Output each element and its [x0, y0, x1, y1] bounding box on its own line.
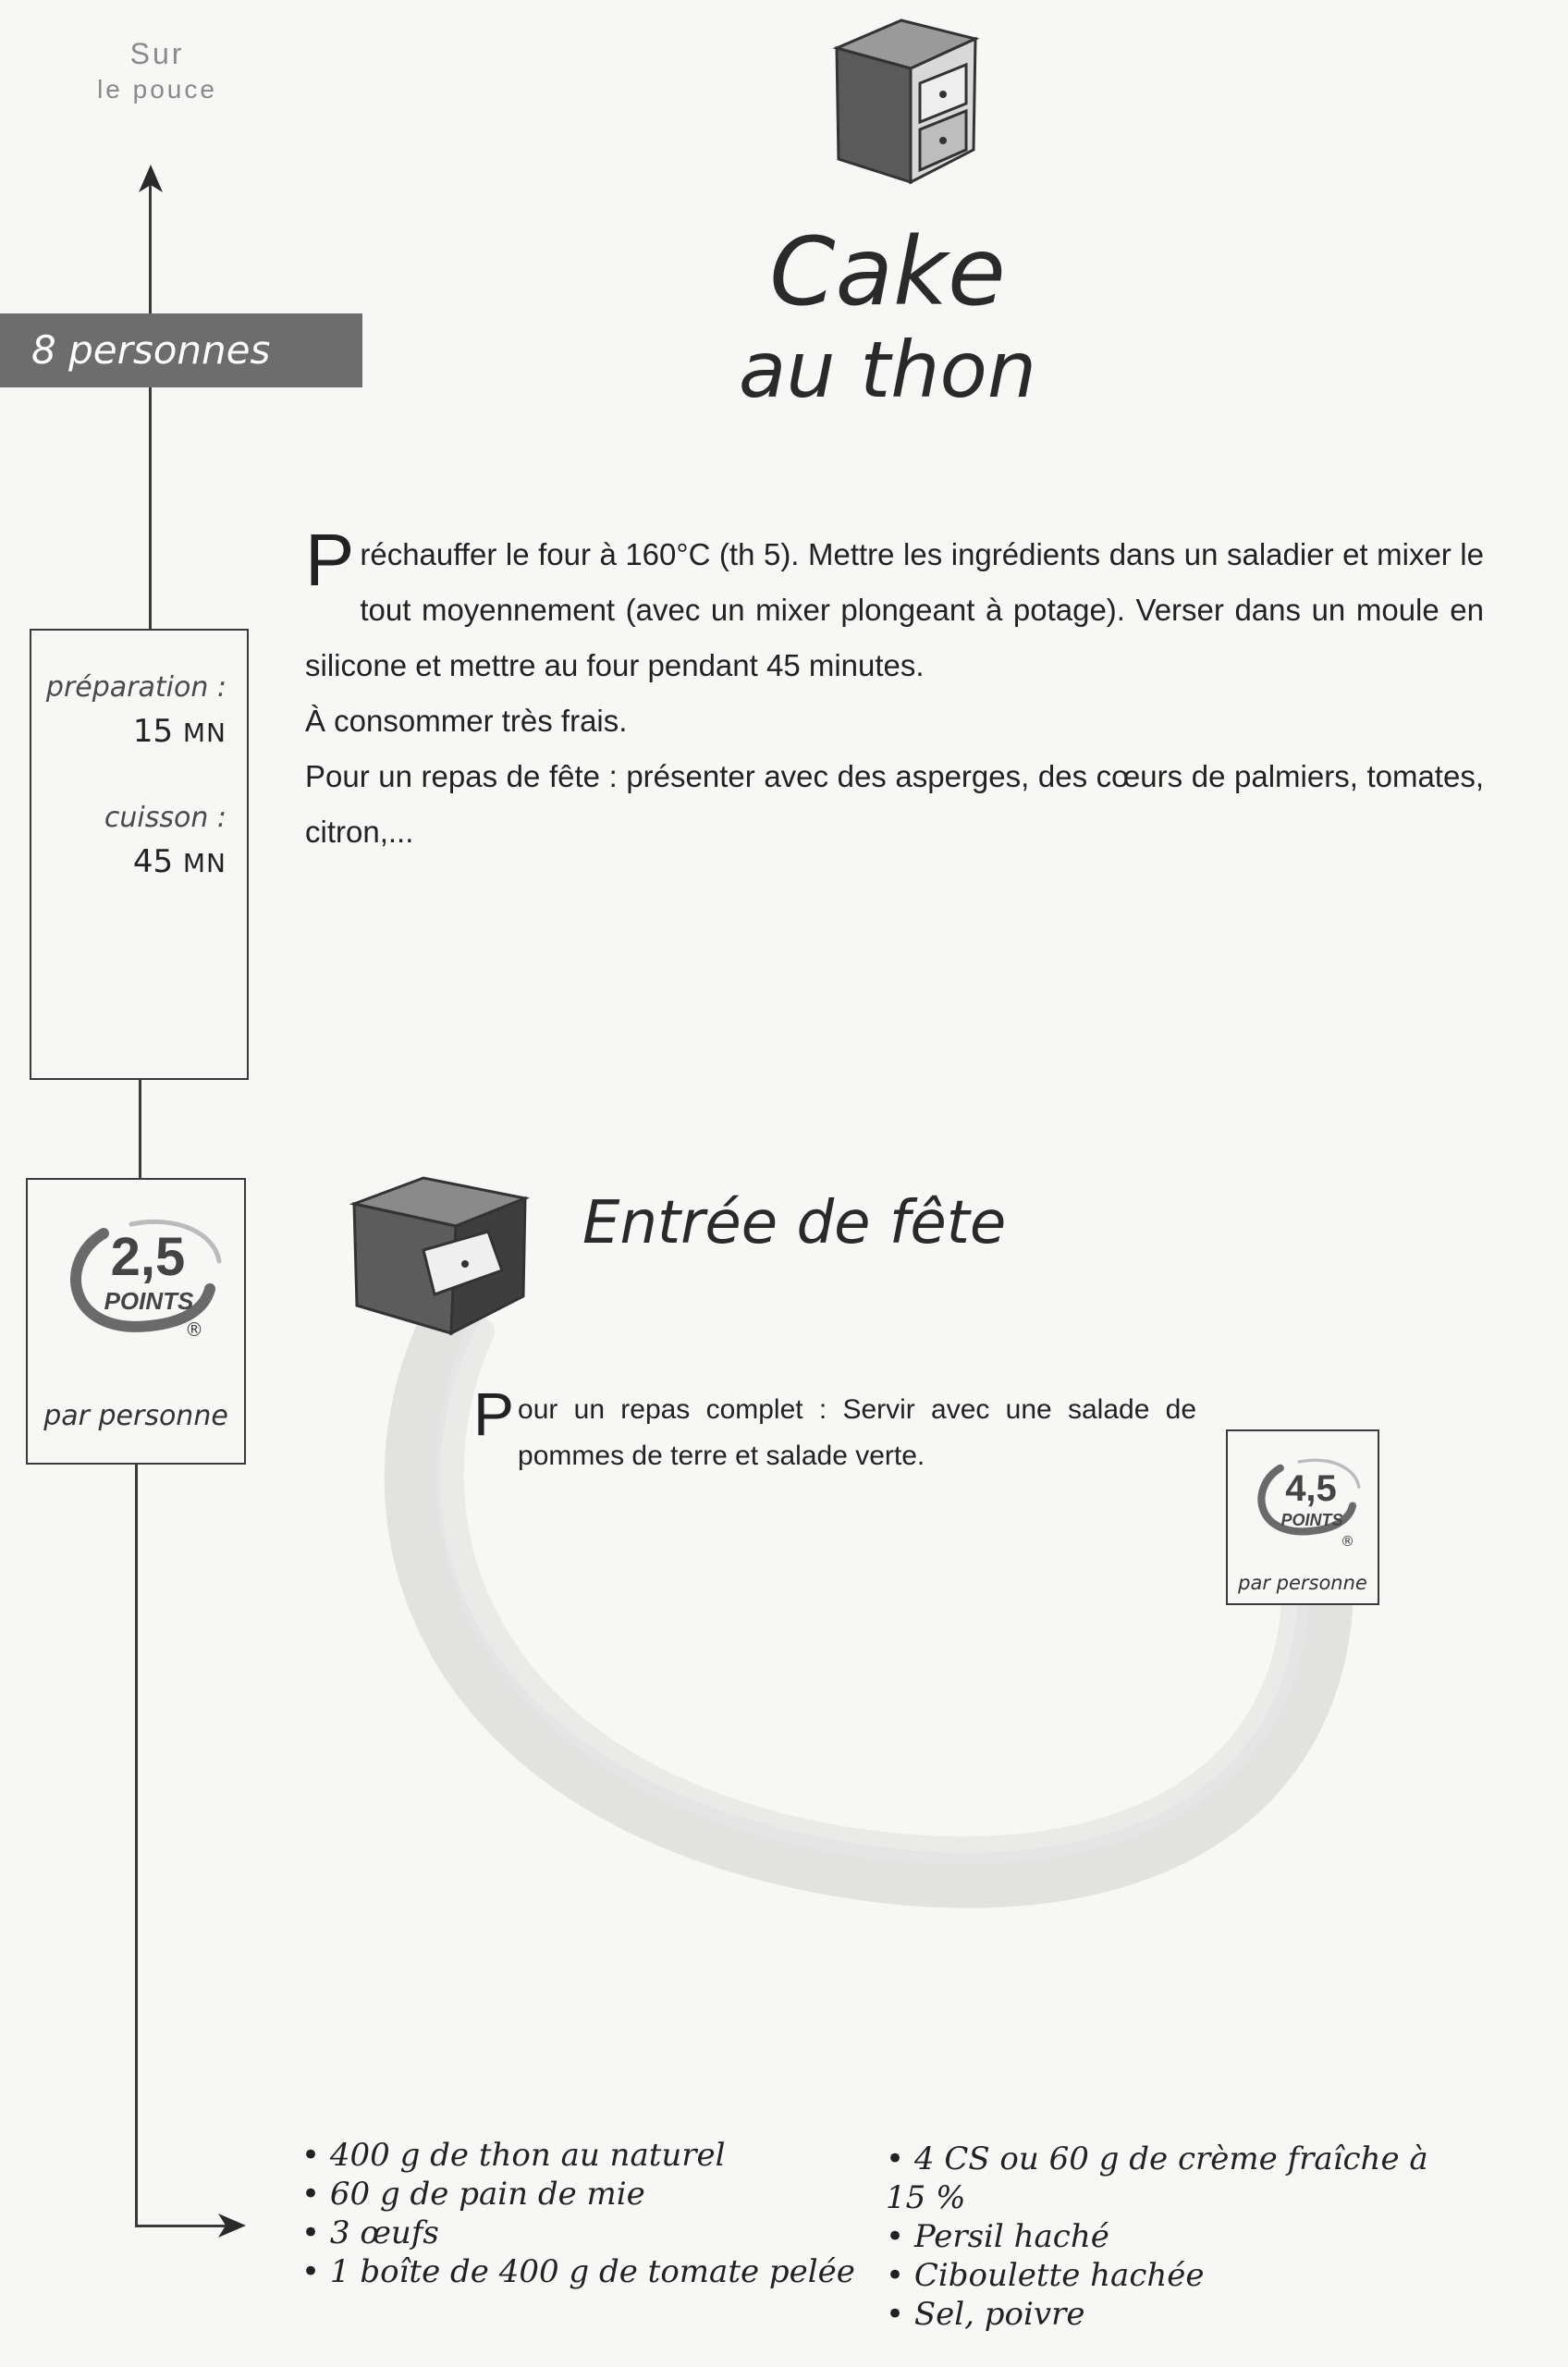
dropcap: P	[305, 519, 355, 601]
recipe2-instructions	[473, 1380, 1196, 1479]
registered-mark: ®	[185, 1318, 203, 1341]
cook-value: 45	[132, 843, 174, 880]
points2-label: POINTS	[1280, 1511, 1343, 1529]
prep-time	[31, 713, 247, 750]
recipe2-title: Entrée de fête	[582, 1189, 1007, 1257]
arrow-right-icon	[209, 2212, 246, 2239]
cook-unit: MN	[182, 848, 227, 878]
points2-per-person: par personne	[1238, 1572, 1367, 1594]
timeline-line-top	[149, 176, 152, 629]
points-label: POINTS	[104, 1287, 194, 1315]
points-box	[26, 1178, 246, 1465]
timeline-line-mid	[139, 1080, 141, 1178]
servings-banner: 8 personnes	[0, 313, 362, 387]
instructions-serving-tip: Pour un repas de fête : présenter avec des asperges, des cœurs de palmiers, tomates, citron,...	[305, 759, 1484, 849]
time-box	[30, 629, 249, 1080]
prep-unit: MN	[182, 717, 227, 748]
drawer-box-illustration	[827, 11, 985, 187]
recipe2-dropcap: P	[473, 1380, 515, 1448]
title-line2: au thon	[738, 325, 1037, 415]
open-drawer-illustration	[349, 1167, 534, 1343]
cook-label: cuisson :	[104, 802, 227, 834]
ingredient-item: • 3 œufs	[301, 2214, 856, 2252]
ingredients-column-2	[886, 2140, 1477, 2334]
instructions-note: À consommer très frais.	[305, 704, 628, 738]
registered-mark-2: ®	[1341, 1533, 1354, 1550]
recipe2-paragraph: our un repas complet : Servir avec une salade de pommes de terre et salade verte.	[518, 1394, 1196, 1471]
ingredient-item: • 4 CS ou 60 g de crème fraîche à 15 %	[886, 2140, 1477, 2217]
points-value: 2,5	[110, 1227, 186, 1287]
ingredient-item: • 60 g de pain de mie	[301, 2175, 856, 2214]
section-line1: Sur	[129, 37, 185, 70]
instructions-paragraph: réchauffer le four à 160°C (th 5). Mettre les ingrédients dans un saladier et mixer le tout moyennement (avec un mixer plongeant à potage). Verser dans un moule en silicone et mettre au four pendant 45 minutes.	[305, 537, 1484, 682]
section-line2: le pouce	[97, 75, 217, 104]
ingredients-column-1	[301, 2136, 856, 2291]
recipe-instructions	[305, 519, 1484, 860]
points-per-person: par personne	[43, 1400, 228, 1432]
recipe-title	[666, 217, 1109, 416]
title-line1: Cake	[769, 217, 1006, 327]
ingredient-item: • 400 g de thon au naturel	[301, 2136, 856, 2175]
prep-label: préparation :	[45, 671, 227, 704]
timeline-line-bottom	[135, 1465, 138, 2226]
ingredient-item: • Persil haché	[886, 2217, 1477, 2256]
ingredient-item: • Ciboulette hachée	[886, 2256, 1477, 2295]
cook-time	[31, 843, 247, 880]
arrow-up-icon	[137, 165, 165, 202]
prep-value: 15	[132, 713, 174, 750]
ingredient-item: • Sel, poivre	[886, 2295, 1477, 2334]
ingredient-item: • 1 boîte de 400 g de tomate pelée	[301, 2252, 856, 2291]
section-heading	[74, 37, 240, 104]
points-box-2	[1226, 1429, 1379, 1605]
points2-value: 4,5	[1285, 1468, 1337, 1509]
